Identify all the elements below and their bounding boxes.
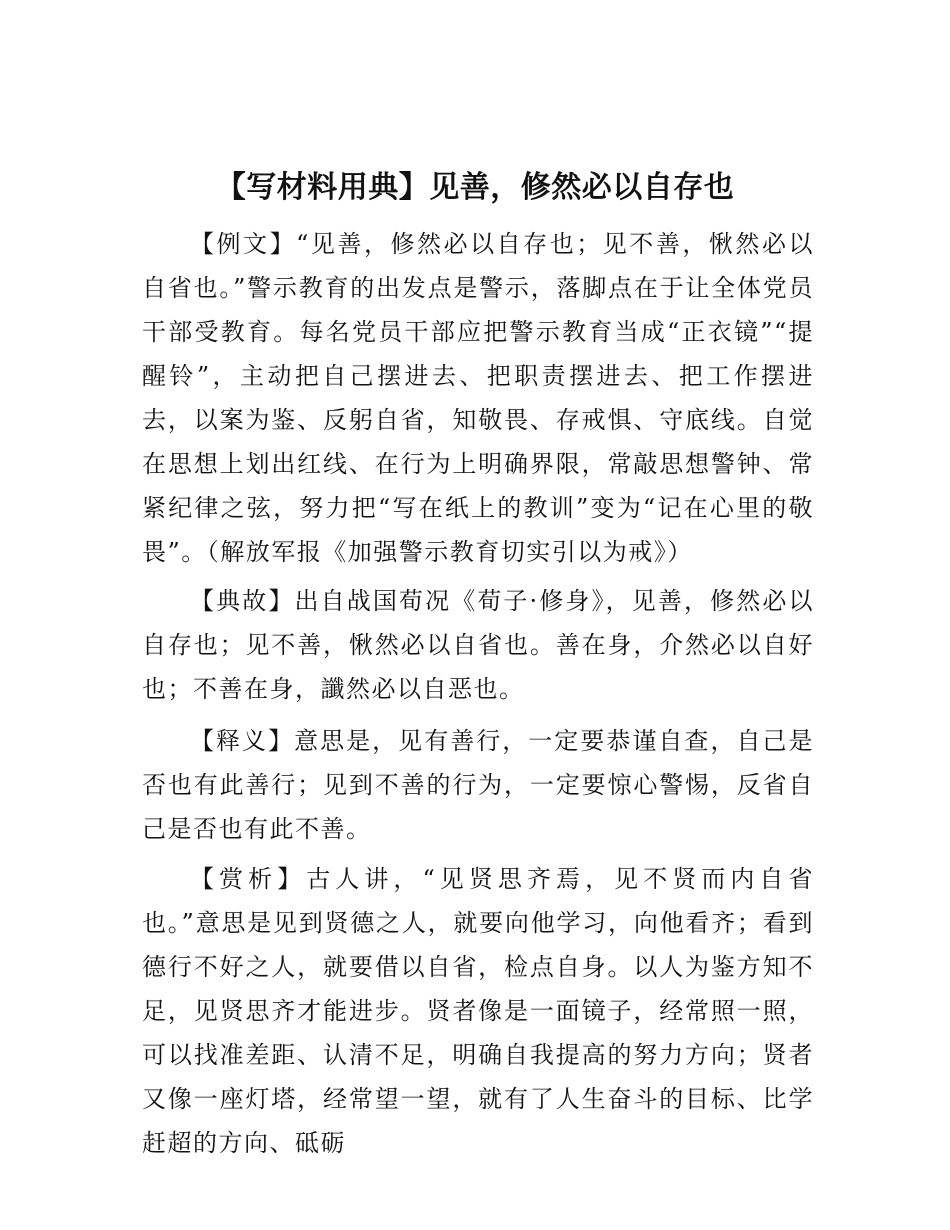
paragraph-example — [142, 222, 814, 574]
paragraph-tag: 【释义】 — [190, 727, 295, 755]
paragraph-meaning — [142, 719, 814, 851]
paragraph-text: 意思是，见有善行，一定要恭谨自查，自己是否也有此善行；见到不善的行为，一定要惊心警惕，反省自己是否也有此不善。 — [142, 727, 815, 843]
paragraph-tag: 【例文】 — [190, 230, 297, 258]
paragraph-appreciation — [142, 857, 814, 1165]
paragraph-allusion — [142, 579, 814, 711]
paragraph-tag: 【赏析】 — [190, 865, 307, 893]
paragraph-tag: 【典故】 — [190, 587, 295, 615]
paragraph-text: 出自战国荀况《荀子·修身》，见善，修然必以自存也；见不善，愀然必以自省也。善在身，介然必以自好也；不善在身，讖然必以自恶也。 — [142, 587, 814, 703]
paragraph-text: 古人讲，“见贤思齐焉，见不贤而内自省也。”意思是见到贤德之人，就要向他学习，向他看齐；看到德行不好之人，就要借以自省，检点自身。以人为鉴方知不足，见贤思齐才能进步。贤者像是一面镜子，经常照一照，可以找准差距、认清不足，明确自我提高的努力方向；贤者又像一座灯塔，经常望一望，就有了人生奋斗的目标、比学赶超的方向、砥砺 — [142, 865, 814, 1157]
paragraph-text: “见善，修然必以自存也；见不善，愀然必以自省也。”警示教育的出发点是警示，落脚点在于让全体党员干部受教育。每名党员干部应把警示教育当成“正衣镜”“提醒铃”，主动把自己摆进去、把职责摆进去、把工作摆进去，以案为鉴、反躬自省，知敬畏、存戒惧、守底线。自觉在思想上划出红线、在行为上明确界限，常敲思想警钟、常紧纪律之弦，努力把“写在纸上的教训”变为“记在心里的敬畏”。（解放军报《加强警示教育切实引以为戒》） — [142, 230, 814, 566]
document-title: 【写材料用典】见善，修然必以自存也 — [215, 170, 735, 205]
